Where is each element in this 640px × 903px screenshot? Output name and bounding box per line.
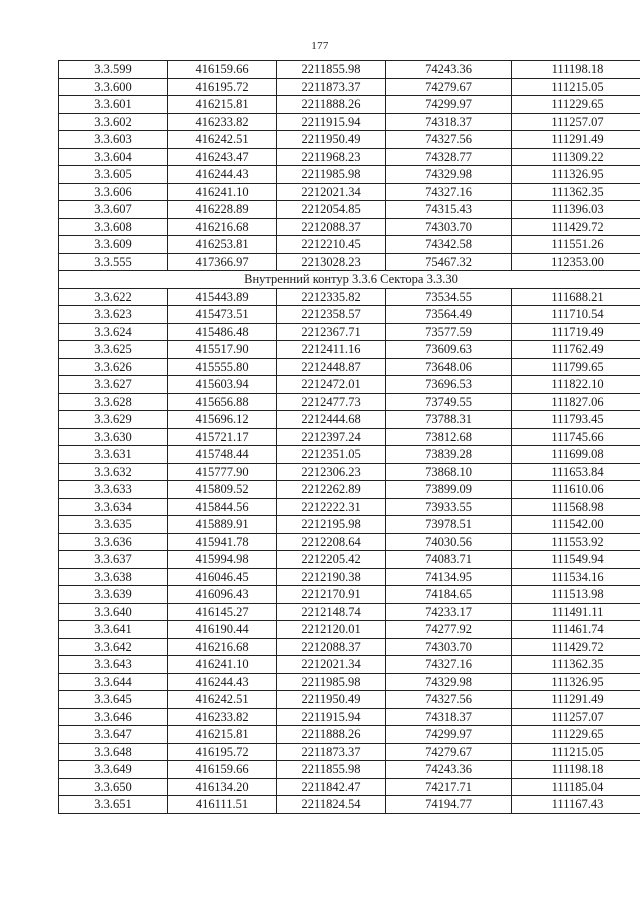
- coordinate-cell: 74134.95: [386, 568, 512, 586]
- coordinate-cell: 74299.97: [386, 726, 512, 744]
- coordinate-cell: 416241.10: [168, 183, 277, 201]
- coordinate-cell: 73933.55: [386, 498, 512, 516]
- point-id-cell: 3.3.645: [59, 691, 168, 709]
- point-id-cell: 3.3.626: [59, 358, 168, 376]
- coordinate-cell: 2212088.37: [277, 638, 386, 656]
- point-id-cell: 3.3.642: [59, 638, 168, 656]
- table-row: [59, 376, 640, 394]
- coordinate-cell: 416233.82: [168, 113, 277, 131]
- table-row: [59, 148, 640, 166]
- coordinate-cell: 415721.17: [168, 428, 277, 446]
- point-id-cell: 3.3.624: [59, 323, 168, 341]
- table-row: [59, 218, 640, 236]
- coordinate-cell: 111167.43: [512, 796, 640, 814]
- coordinate-cell: 2212477.73: [277, 393, 386, 411]
- coordinate-cell: 111491.11: [512, 603, 640, 621]
- coordinate-cell: 416215.81: [168, 96, 277, 114]
- coordinate-cell: 111198.18: [512, 61, 640, 79]
- coordinate-cell: 416134.20: [168, 778, 277, 796]
- coordinate-cell: 2212021.34: [277, 656, 386, 674]
- coordinate-cell: 111822.10: [512, 376, 640, 394]
- point-id-cell: 3.3.650: [59, 778, 168, 796]
- table-row: [59, 743, 640, 761]
- coordinate-cell: 74299.97: [386, 96, 512, 114]
- coordinate-cell: 74194.77: [386, 796, 512, 814]
- point-id-cell: 3.3.601: [59, 96, 168, 114]
- coordinate-cell: 111326.95: [512, 673, 640, 691]
- coordinate-cell: 2211950.49: [277, 131, 386, 149]
- point-id-cell: 3.3.644: [59, 673, 168, 691]
- coordinate-cell: 416244.43: [168, 166, 277, 184]
- table-row: [59, 78, 640, 96]
- coordinate-cell: 74303.70: [386, 638, 512, 656]
- coordinate-cell: 111699.08: [512, 446, 640, 464]
- coordinate-cell: 416216.68: [168, 218, 277, 236]
- point-id-cell: 3.3.632: [59, 463, 168, 481]
- table-row: [59, 533, 640, 551]
- point-id-cell: 3.3.646: [59, 708, 168, 726]
- point-id-cell: 3.3.649: [59, 761, 168, 779]
- coordinate-cell: 111534.16: [512, 568, 640, 586]
- coordinate-cell: 111429.72: [512, 218, 640, 236]
- coordinate-cell: 111549.94: [512, 551, 640, 569]
- coordinate-cell: 2211873.37: [277, 78, 386, 96]
- coordinate-cell: 111542.00: [512, 516, 640, 534]
- point-id-cell: 3.3.630: [59, 428, 168, 446]
- coordinate-cell: 111799.65: [512, 358, 640, 376]
- table-row: [59, 393, 640, 411]
- coordinate-cell: 416159.66: [168, 61, 277, 79]
- coordinate-cell: 2211855.98: [277, 761, 386, 779]
- coordinate-cell: 415656.88: [168, 393, 277, 411]
- coordinate-cell: 415748.44: [168, 446, 277, 464]
- point-id-cell: 3.3.641: [59, 621, 168, 639]
- coordinate-cell: 111291.49: [512, 131, 640, 149]
- coordinate-cell: 74318.37: [386, 708, 512, 726]
- table-section-top: [59, 61, 640, 271]
- coordinate-cell: 111653.84: [512, 463, 640, 481]
- coordinate-cell: 74315.43: [386, 201, 512, 219]
- table-row: [59, 708, 640, 726]
- coordinate-cell: 111827.06: [512, 393, 640, 411]
- coordinate-cell: 74327.56: [386, 691, 512, 709]
- table-row: [59, 481, 640, 499]
- coordinate-cell: 2212190.38: [277, 568, 386, 586]
- coordinate-cell: 417366.97: [168, 253, 277, 271]
- coordinate-cell: 111326.95: [512, 166, 640, 184]
- table-row: [59, 183, 640, 201]
- table-row: [59, 411, 640, 429]
- coordinate-cell: 416243.47: [168, 148, 277, 166]
- table-row: [59, 638, 640, 656]
- section-title: Внутренний контур 3.3.6 Сектора 3.3.30: [59, 271, 640, 289]
- coordinate-cell: 74342.58: [386, 236, 512, 254]
- coordinate-cell: 75467.32: [386, 253, 512, 271]
- coordinate-cell: 416195.72: [168, 78, 277, 96]
- point-id-cell: 3.3.623: [59, 306, 168, 324]
- coordinate-cell: 416242.51: [168, 691, 277, 709]
- coordinate-cell: 111185.04: [512, 778, 640, 796]
- point-id-cell: 3.3.629: [59, 411, 168, 429]
- coordinate-cell: 2212195.98: [277, 516, 386, 534]
- coordinate-cell: 416195.72: [168, 743, 277, 761]
- point-id-cell: 3.3.625: [59, 341, 168, 359]
- coordinate-cell: 416242.51: [168, 131, 277, 149]
- coordinate-cell: 74279.67: [386, 743, 512, 761]
- coordinate-cell: 2212472.01: [277, 376, 386, 394]
- point-id-cell: 3.3.648: [59, 743, 168, 761]
- table-row: [59, 796, 640, 814]
- point-id-cell: 3.3.605: [59, 166, 168, 184]
- coordinate-cell: 111688.21: [512, 288, 640, 306]
- coordinate-cell: 73648.06: [386, 358, 512, 376]
- coordinate-cell: 415473.51: [168, 306, 277, 324]
- coordinate-cell: 111429.72: [512, 638, 640, 656]
- table-row: [59, 358, 640, 376]
- coordinate-cell: 2213028.23: [277, 253, 386, 271]
- coordinate-cell: 2211873.37: [277, 743, 386, 761]
- coordinate-cell: 74243.36: [386, 61, 512, 79]
- point-id-cell: 3.3.602: [59, 113, 168, 131]
- coordinate-cell: 416111.51: [168, 796, 277, 814]
- point-id-cell: 3.3.606: [59, 183, 168, 201]
- point-id-cell: 3.3.607: [59, 201, 168, 219]
- coordinate-cell: 111396.03: [512, 201, 640, 219]
- point-id-cell: 3.3.627: [59, 376, 168, 394]
- coordinate-cell: 74329.98: [386, 166, 512, 184]
- coordinate-cell: 416241.10: [168, 656, 277, 674]
- coordinate-cell: 416216.68: [168, 638, 277, 656]
- point-id-cell: 3.3.640: [59, 603, 168, 621]
- coordinate-cell: 415486.48: [168, 323, 277, 341]
- coordinate-cell: 73577.59: [386, 323, 512, 341]
- coordinate-cell: 415696.12: [168, 411, 277, 429]
- coordinate-cell: 74329.98: [386, 673, 512, 691]
- coordinate-cell: 111551.26: [512, 236, 640, 254]
- point-id-cell: 3.3.636: [59, 533, 168, 551]
- table-row: [59, 673, 640, 691]
- point-id-cell: 3.3.633: [59, 481, 168, 499]
- table-row: [59, 201, 640, 219]
- coordinate-cell: 2212021.34: [277, 183, 386, 201]
- coordinate-cell: 416233.82: [168, 708, 277, 726]
- coordinate-cell: 74318.37: [386, 113, 512, 131]
- coordinate-cell: 111362.35: [512, 183, 640, 201]
- coordinate-cell: 74277.92: [386, 621, 512, 639]
- table-row: [59, 761, 640, 779]
- point-id-cell: 3.3.639: [59, 586, 168, 604]
- coordinate-cell: 416159.66: [168, 761, 277, 779]
- point-id-cell: 3.3.600: [59, 78, 168, 96]
- table-row: [59, 726, 640, 744]
- coordinate-cell: 2211888.26: [277, 726, 386, 744]
- coordinate-cell: 415889.91: [168, 516, 277, 534]
- coordinate-cell: 73812.68: [386, 428, 512, 446]
- coordinate-cell: 2211985.98: [277, 166, 386, 184]
- coordinate-cell: 74328.77: [386, 148, 512, 166]
- point-id-cell: 3.3.599: [59, 61, 168, 79]
- point-id-cell: 3.3.609: [59, 236, 168, 254]
- coordinate-cell: 74184.65: [386, 586, 512, 604]
- page-number: 177: [311, 40, 329, 52]
- coordinate-cell: 111719.49: [512, 323, 640, 341]
- table-row: [59, 131, 640, 149]
- point-id-cell: 3.3.647: [59, 726, 168, 744]
- coordinate-cell: 111553.92: [512, 533, 640, 551]
- coordinate-cell: 416228.89: [168, 201, 277, 219]
- coordinate-cell: 2212411.16: [277, 341, 386, 359]
- point-id-cell: 3.3.603: [59, 131, 168, 149]
- coordinate-cell: 111229.65: [512, 726, 640, 744]
- coordinate-cell: 73696.53: [386, 376, 512, 394]
- point-id-cell: 3.3.635: [59, 516, 168, 534]
- table-row: [59, 778, 640, 796]
- table-row: [59, 113, 640, 131]
- coordinate-cell: 416253.81: [168, 236, 277, 254]
- coordinate-cell: 74327.16: [386, 183, 512, 201]
- coordinate-cell: 111710.54: [512, 306, 640, 324]
- coordinate-cell: 416244.43: [168, 673, 277, 691]
- coordinate-cell: 416190.44: [168, 621, 277, 639]
- point-id-cell: 3.3.604: [59, 148, 168, 166]
- coordinate-cell: 415603.94: [168, 376, 277, 394]
- coordinate-cell: 2211855.98: [277, 61, 386, 79]
- coordinate-cell: 111793.45: [512, 411, 640, 429]
- coordinate-cell: 111229.65: [512, 96, 640, 114]
- coordinate-cell: 73534.55: [386, 288, 512, 306]
- coordinate-cell: 416046.45: [168, 568, 277, 586]
- coordinate-cell: 2212170.91: [277, 586, 386, 604]
- point-id-cell: 3.3.622: [59, 288, 168, 306]
- coordinate-cell: 415777.90: [168, 463, 277, 481]
- coordinate-cell: 73564.49: [386, 306, 512, 324]
- coordinate-cell: 111461.74: [512, 621, 640, 639]
- coordinate-cell: 74243.36: [386, 761, 512, 779]
- coordinate-cell: 2212148.74: [277, 603, 386, 621]
- table-row: [59, 463, 640, 481]
- coordinate-cell: 415994.98: [168, 551, 277, 569]
- coordinate-cell: 2212222.31: [277, 498, 386, 516]
- coordinate-cell: 2212054.85: [277, 201, 386, 219]
- coordinate-cell: 111291.49: [512, 691, 640, 709]
- coordinate-cell: 2212351.05: [277, 446, 386, 464]
- coordinate-cell: 2211824.54: [277, 796, 386, 814]
- coordinate-cell: 73788.31: [386, 411, 512, 429]
- table-row: [59, 516, 640, 534]
- coordinate-cell: 2212262.89: [277, 481, 386, 499]
- table-row: [59, 341, 640, 359]
- coordinate-cell: 2212306.23: [277, 463, 386, 481]
- coordinate-cell: 74327.16: [386, 656, 512, 674]
- coordinate-cell: 415443.89: [168, 288, 277, 306]
- coordinate-cell: 2211888.26: [277, 96, 386, 114]
- coordinate-cell: 415809.52: [168, 481, 277, 499]
- coordinate-cell: 111762.49: [512, 341, 640, 359]
- table-row: [59, 446, 640, 464]
- coordinate-cell: 2212397.24: [277, 428, 386, 446]
- table-row: [59, 166, 640, 184]
- coordinate-cell: 2212120.01: [277, 621, 386, 639]
- coordinates-table: [58, 60, 640, 814]
- table-row: [59, 586, 640, 604]
- coordinate-cell: 74030.56: [386, 533, 512, 551]
- table-row: [59, 603, 640, 621]
- coordinate-cell: 74083.71: [386, 551, 512, 569]
- coordinate-cell: 73749.55: [386, 393, 512, 411]
- coordinate-cell: 112353.00: [512, 253, 640, 271]
- table-row: [59, 568, 640, 586]
- coordinate-cell: 2212335.82: [277, 288, 386, 306]
- point-id-cell: 3.3.628: [59, 393, 168, 411]
- coordinate-cell: 111257.07: [512, 113, 640, 131]
- coordinate-cell: 2211915.94: [277, 708, 386, 726]
- coordinate-cell: 2212444.68: [277, 411, 386, 429]
- point-id-cell: 3.3.634: [59, 498, 168, 516]
- table-row: [59, 236, 640, 254]
- coordinate-cell: 111745.66: [512, 428, 640, 446]
- point-id-cell: 3.3.643: [59, 656, 168, 674]
- coordinate-cell: 73868.10: [386, 463, 512, 481]
- coordinate-cell: 74303.70: [386, 218, 512, 236]
- table-row: [59, 498, 640, 516]
- table-section-bottom: [59, 288, 640, 813]
- point-id-cell: 3.3.637: [59, 551, 168, 569]
- coordinate-cell: 2211950.49: [277, 691, 386, 709]
- table-row: [59, 323, 640, 341]
- point-id-cell: 3.3.608: [59, 218, 168, 236]
- section-title-row: [59, 271, 640, 289]
- coordinate-cell: 111309.22: [512, 148, 640, 166]
- table-row: [59, 96, 640, 114]
- coordinate-cell: 2211968.23: [277, 148, 386, 166]
- point-id-cell: 3.3.651: [59, 796, 168, 814]
- table-row: [59, 428, 640, 446]
- coordinate-cell: 2211842.47: [277, 778, 386, 796]
- point-id-cell: 3.3.555: [59, 253, 168, 271]
- coordinate-cell: 111215.05: [512, 78, 640, 96]
- coordinate-cell: 111257.07: [512, 708, 640, 726]
- point-id-cell: 3.3.631: [59, 446, 168, 464]
- coordinate-cell: 111362.35: [512, 656, 640, 674]
- coordinate-cell: 74279.67: [386, 78, 512, 96]
- coordinate-cell: 111610.06: [512, 481, 640, 499]
- table-row: [59, 306, 640, 324]
- coordinate-cell: 415517.90: [168, 341, 277, 359]
- coordinate-cell: 74217.71: [386, 778, 512, 796]
- coordinate-cell: 2211915.94: [277, 113, 386, 131]
- coordinate-cell: 415555.80: [168, 358, 277, 376]
- point-id-cell: 3.3.638: [59, 568, 168, 586]
- table-row: [59, 288, 640, 306]
- coordinate-cell: 73839.28: [386, 446, 512, 464]
- table-section-header: [59, 271, 640, 289]
- coordinate-cell: 73609.63: [386, 341, 512, 359]
- table-row: [59, 656, 640, 674]
- coordinate-cell: 415844.56: [168, 498, 277, 516]
- table-row: [59, 253, 640, 271]
- coordinate-cell: 111198.18: [512, 761, 640, 779]
- coordinate-cell: 416215.81: [168, 726, 277, 744]
- coordinate-cell: 2211985.98: [277, 673, 386, 691]
- coordinate-cell: 2212208.64: [277, 533, 386, 551]
- coordinate-cell: 2212358.57: [277, 306, 386, 324]
- coordinate-cell: 74327.56: [386, 131, 512, 149]
- coordinate-cell: 74233.17: [386, 603, 512, 621]
- table-row: [59, 691, 640, 709]
- coordinate-cell: 73978.51: [386, 516, 512, 534]
- table-row: [59, 621, 640, 639]
- coordinate-cell: 111215.05: [512, 743, 640, 761]
- coordinate-cell: 111513.98: [512, 586, 640, 604]
- coordinate-cell: 2212205.42: [277, 551, 386, 569]
- coordinate-cell: 416145.27: [168, 603, 277, 621]
- coordinate-cell: 2212210.45: [277, 236, 386, 254]
- coordinate-cell: 73899.09: [386, 481, 512, 499]
- coordinate-cell: 2212088.37: [277, 218, 386, 236]
- coordinate-cell: 111568.98: [512, 498, 640, 516]
- coordinate-cell: 416096.43: [168, 586, 277, 604]
- coordinate-cell: 2212367.71: [277, 323, 386, 341]
- table-row: [59, 551, 640, 569]
- coordinate-cell: 2212448.87: [277, 358, 386, 376]
- coordinate-cell: 415941.78: [168, 533, 277, 551]
- table-row: [59, 61, 640, 79]
